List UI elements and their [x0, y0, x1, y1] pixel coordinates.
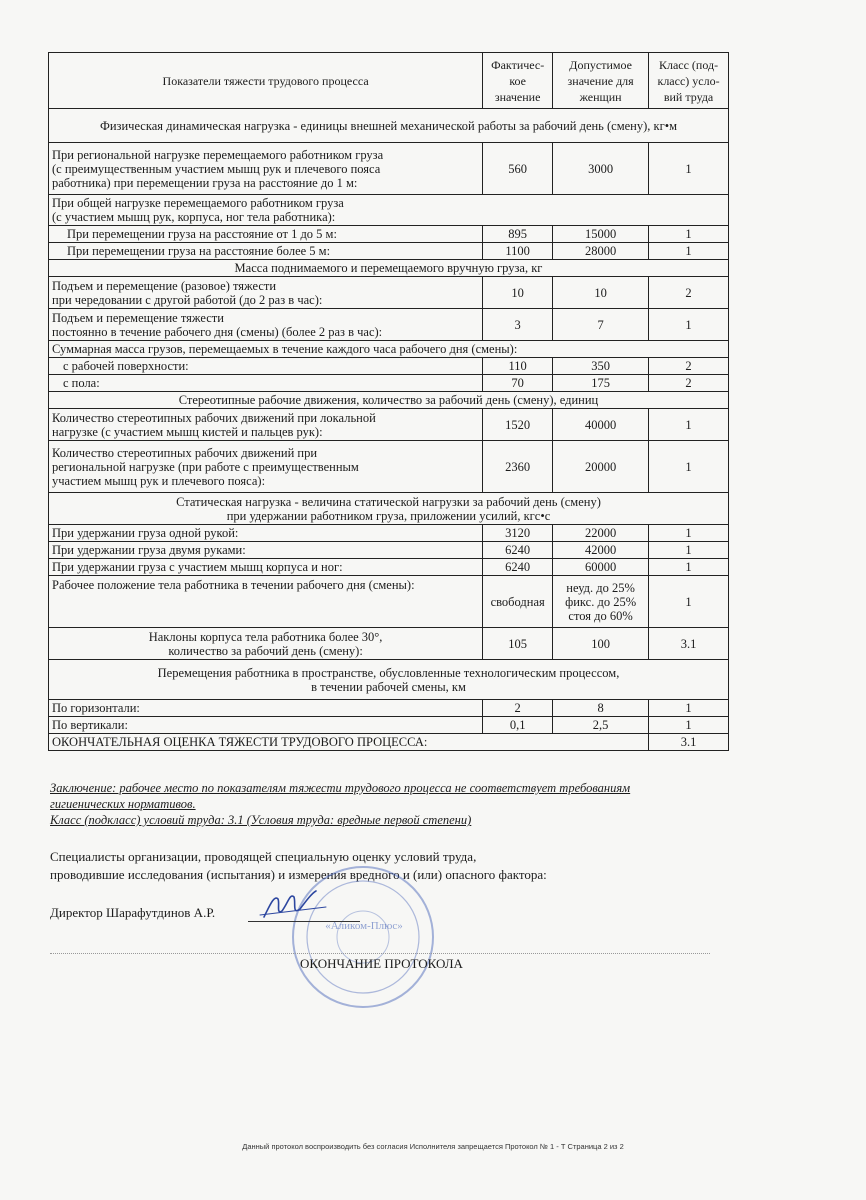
table-row: [49, 309, 729, 341]
row-label: Суммарная масса грузов, перемещаемых в течение каждого часа рабочего дня (смены):: [49, 341, 729, 358]
header-indicator: Показатели тяжести трудового процесса: [49, 53, 483, 109]
conclusion-line: гигиенических нормативов.: [50, 797, 196, 811]
specialists-line: проводившие исследования (испытания) и измерения вредного и (или) опасного фактора:: [50, 867, 547, 882]
actual-value: 10: [483, 277, 553, 309]
section-static-title: [49, 493, 729, 525]
row-label: [49, 309, 483, 341]
label-line: Количество стереотипных рабочих движений при локальной: [52, 410, 376, 425]
row-label: с пола:: [49, 375, 483, 392]
section-title-row: [49, 660, 729, 700]
class-value: 2: [649, 277, 729, 309]
table-row: [49, 525, 729, 542]
actual-value: 105: [483, 628, 553, 660]
allowed-value: 22000: [553, 525, 649, 542]
stamp-text: «Аликом-Плюс»: [325, 920, 403, 932]
header-class: Класс (под-класс) усло-вий труда: [649, 53, 729, 109]
table-row: [49, 717, 729, 734]
conclusion-line: Заключение: рабочее место по показателям тяжести трудового процесса не соответствует требованиям: [50, 781, 631, 795]
labor-severity-table: [48, 52, 729, 751]
label-line: (с участием мышц рук, корпуса, ног тела работника):: [52, 210, 336, 224]
class-value: 1: [649, 409, 729, 441]
title-line: Статическая нагрузка - величина статической нагрузки за рабочий день (смену): [176, 494, 601, 509]
allowed-value: 20000: [553, 441, 649, 493]
row-label: При удержании груза одной рукой:: [49, 525, 483, 542]
row-label: По вертикали:: [49, 717, 483, 734]
class-value: 1: [649, 143, 729, 195]
class-value: 1: [649, 700, 729, 717]
handwritten-signature: [256, 885, 336, 930]
table-row: [49, 559, 729, 576]
class-value: 2: [649, 358, 729, 375]
table-row: [49, 358, 729, 375]
section-movement-title: [49, 660, 729, 700]
page-footer: Данный протокол воспроизводить без согласия Исполнителя запрещается Протокол № 1 - Т Страница 2 из 2: [242, 1142, 624, 1151]
specialists-line: Специалисты организации, проводящей специальную оценку условий труда,: [50, 849, 477, 864]
allowed-value: 60000: [553, 559, 649, 576]
label-line: При региональной нагрузке перемещаемого работником груза: [52, 147, 384, 162]
row-label: По горизонтали:: [49, 700, 483, 717]
actual-value: 560: [483, 143, 553, 195]
table-row: [49, 226, 729, 243]
label-line: постоянно в течение рабочего дня (смены) (более 2 раз в час):: [52, 324, 383, 339]
table-row: [49, 409, 729, 441]
table-row: [49, 143, 729, 195]
label-line: Подъем и перемещение (разовое) тяжести: [52, 278, 277, 293]
allowed-value: 42000: [553, 542, 649, 559]
allowed-value: [553, 576, 649, 628]
table-row: [49, 576, 729, 628]
table-row: [49, 700, 729, 717]
table-row: [49, 277, 729, 309]
label-line: региональной нагрузке (при работе с преимущественным: [52, 459, 359, 474]
actual-value: 70: [483, 375, 553, 392]
allowed-value: 28000: [553, 243, 649, 260]
class-value: 1: [649, 525, 729, 542]
section-title-row: [49, 392, 729, 409]
allowed-value: 40000: [553, 409, 649, 441]
actual-value: 110: [483, 358, 553, 375]
table-row: [49, 628, 729, 660]
final-class-value: 3.1: [649, 734, 729, 751]
allowed-line: неуд. до 25%: [566, 580, 635, 595]
class-value: 1: [649, 559, 729, 576]
allowed-value: 2,5: [553, 717, 649, 734]
row-label: [49, 409, 483, 441]
section-dynamic-title: Физическая динамическая нагрузка - единицы внешней механической работы за рабочий день (смену), кг•м: [49, 109, 729, 143]
header-allowed-value: Допустимое значение для женщин: [553, 53, 649, 109]
actual-value: 1100: [483, 243, 553, 260]
header-actual-value: Фактичес-кое значение: [483, 53, 553, 109]
allowed-value: 350: [553, 358, 649, 375]
allowed-line: фикс. до 25%: [565, 594, 637, 609]
row-label: При перемещении груза на расстояние более 5 м:: [49, 243, 483, 260]
class-value: 1: [649, 542, 729, 559]
title-line: Перемещения работника в пространстве, обусловленные технологическим процессом,: [157, 665, 620, 680]
label-line: при чередовании с другой работой (до 2 раз в час):: [52, 292, 323, 307]
final-assessment-label: ОКОНЧАТЕЛЬНАЯ ОЦЕНКА ТЯЖЕСТИ ТРУДОВОГО ПРОЦЕССА:: [49, 734, 649, 751]
row-label: [49, 277, 483, 309]
divider: [50, 953, 710, 954]
row-label: [49, 143, 483, 195]
allowed-value: 7: [553, 309, 649, 341]
conclusion-block: [50, 780, 740, 828]
table-row: [49, 195, 729, 226]
table-row: [49, 341, 729, 358]
allowed-value: 10: [553, 277, 649, 309]
section-title-row: [49, 109, 729, 143]
section-mass-title: Масса поднимаемого и перемещаемого вручную груза, кг: [49, 260, 729, 277]
class-value: 1: [649, 309, 729, 341]
protocol-end: ОКОНЧАНИЕ ПРОТОКОЛА: [300, 956, 463, 971]
row-label: При перемещении груза на расстояние от 1 до 5 м:: [49, 226, 483, 243]
section-title-row: [49, 260, 729, 277]
row-label: с рабочей поверхности:: [49, 358, 483, 375]
actual-value: 1520: [483, 409, 553, 441]
label-line: нагрузке (с участием мышц кистей и пальцев рук):: [52, 424, 323, 439]
row-label: При удержании груза двумя руками:: [49, 542, 483, 559]
actual-value: 6240: [483, 542, 553, 559]
director-signature-line: Директор Шарафутдинов А.Р.: [50, 905, 216, 920]
allowed-value: 15000: [553, 226, 649, 243]
row-label: Рабочее положение тела работника в течении рабочего дня (смены):: [49, 576, 483, 628]
actual-value: 3120: [483, 525, 553, 542]
section-stereo-title: Стереотипные рабочие движения, количество за рабочий день (смену), единиц: [49, 392, 729, 409]
class-value: 3.1: [649, 628, 729, 660]
label-line: При общей нагрузке перемещаемого работником груза: [52, 196, 344, 210]
row-label: [49, 441, 483, 493]
actual-value: 6240: [483, 559, 553, 576]
label-line: (с преимущественным участием мышц рук и плечевого пояса: [52, 161, 381, 176]
label-line: работника) при перемещении груза на расстояние до 1 м:: [52, 175, 358, 190]
label-line: количество за рабочий день (смену):: [168, 643, 363, 658]
allowed-value: 175: [553, 375, 649, 392]
class-value: 1: [649, 226, 729, 243]
label-line: Наклоны корпуса тела работника более 30°,: [148, 629, 383, 644]
table-header-row: [49, 53, 729, 109]
final-assessment-row: [49, 734, 729, 751]
class-value: 1: [649, 243, 729, 260]
label-line: участием мышц рук и плечевого пояса):: [52, 473, 266, 488]
row-label: [49, 628, 483, 660]
actual-value: свободная: [483, 576, 553, 628]
allowed-value: 3000: [553, 143, 649, 195]
title-line: в течении рабочей смены, км: [311, 679, 466, 694]
row-label: [49, 195, 729, 226]
work-class-line: Класс (подкласс) условий труда: 3.1 (Условия труда: вредные первой степени): [50, 813, 472, 827]
label-line: Подъем и перемещение тяжести: [52, 310, 224, 325]
table-row: [49, 375, 729, 392]
actual-value: 2: [483, 700, 553, 717]
label-line: Количество стереотипных рабочих движений при: [52, 445, 318, 460]
class-value: 1: [649, 441, 729, 493]
allowed-value: 100: [553, 628, 649, 660]
table-row: [49, 243, 729, 260]
class-value: 1: [649, 576, 729, 628]
table-row: [49, 542, 729, 559]
title-line: при удержании работником груза, приложении усилий, кгс•с: [226, 508, 551, 523]
allowed-line: стоя до 60%: [568, 608, 633, 623]
actual-value: 895: [483, 226, 553, 243]
actual-value: 0,1: [483, 717, 553, 734]
actual-value: 3: [483, 309, 553, 341]
class-value: 1: [649, 717, 729, 734]
section-title-row: [49, 493, 729, 525]
row-label: При удержании груза с участием мышц корпуса и ног:: [49, 559, 483, 576]
allowed-value: 8: [553, 700, 649, 717]
table-row: [49, 441, 729, 493]
class-value: 2: [649, 375, 729, 392]
actual-value: 2360: [483, 441, 553, 493]
